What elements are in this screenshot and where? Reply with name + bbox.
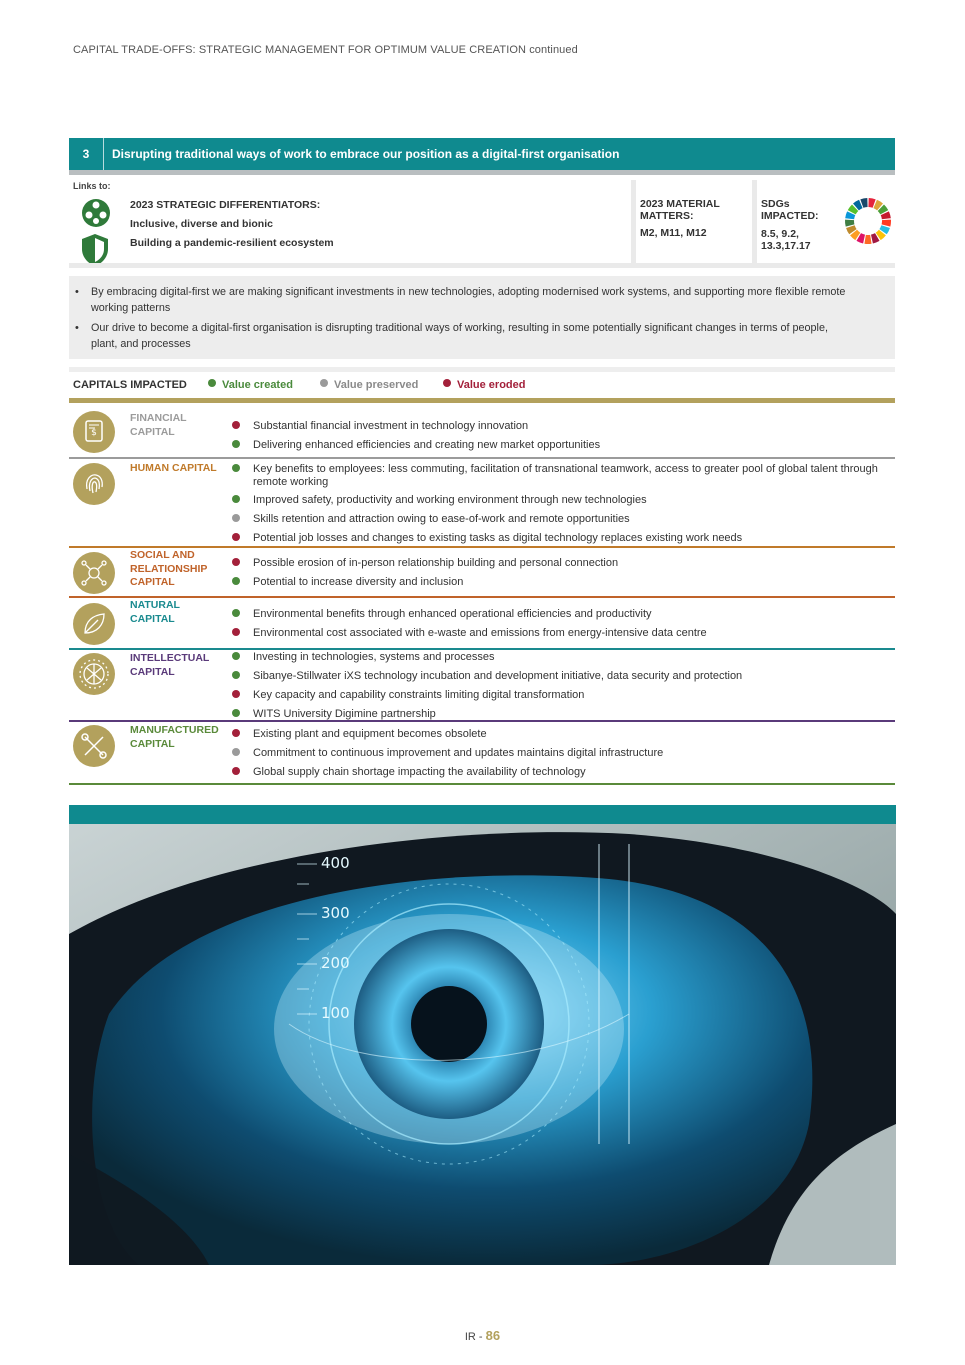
value-eroded-dot [232, 729, 240, 737]
capital-name: MANUFACTURED CAPITAL [130, 724, 219, 750]
material-matters-value: M2, M11, M12 [640, 227, 707, 239]
legend-value-created [208, 379, 293, 391]
capital-item: Possible erosion of in-person relationship building and personal connection [253, 557, 893, 570]
capital-item: Sibanye-Stillwater iXS technology incubation and development initiative, data security and protection [253, 670, 893, 683]
fingerprint-icon [73, 463, 115, 505]
capital-row-financial [69, 403, 895, 459]
summary-bullet: • Our drive to become a digital-first organisation is disrupting traditional ways of working, resulting in some potentially significant changes in terms of people, plant, and processes [91, 320, 851, 352]
capital-item: Global supply chain shortage impacting the availability of technology [253, 766, 893, 779]
capital-name: INTELLECTUAL CAPITAL [130, 652, 210, 678]
sdg-segment [845, 220, 854, 227]
value-eroded-dot [232, 533, 240, 541]
capital-name: HUMAN CAPITAL [130, 462, 217, 474]
value-eroded-dot [232, 558, 240, 566]
capital-item: Potential to increase diversity and inclusion [253, 576, 893, 589]
capital-item: Delivering enhanced efficiencies and creating new market opportunities [253, 439, 893, 452]
capital-row-natural [69, 598, 895, 650]
capital-row-social [69, 548, 895, 598]
capital-item: Environmental cost associated with e-waste and emissions from energy-intensive data centre [253, 627, 893, 640]
value-preserved-dot [232, 514, 240, 522]
value-created-dot [232, 577, 240, 585]
strategic-item: Building a pandemic-resilient ecosystem [130, 237, 334, 249]
capital-name: SOCIAL AND RELATIONSHIP CAPITAL [130, 549, 208, 588]
links-label: Links to: [73, 181, 111, 191]
financial-icon [73, 411, 115, 453]
shield-icon [80, 233, 110, 267]
section-title-bar [69, 138, 895, 170]
page-number: 86 [485, 1328, 501, 1343]
eye-technology-photo [69, 824, 896, 1265]
photo-header-bar [69, 805, 896, 824]
inclusive-diverse-icon [81, 198, 111, 228]
hud-scale-label: 400 [321, 854, 350, 872]
section-title: Disrupting traditional ways of work to embrace our position as a digital-first organisation [112, 147, 620, 161]
summary-bullet: • By embracing digital-first we are making significant investments in new technologies, adopting modernised work systems, and supporting more flexible remote working patterns [91, 284, 851, 316]
hud-scale-label: 300 [321, 904, 350, 922]
legend-label: Value preserved [334, 379, 419, 391]
tools-icon [73, 725, 115, 767]
legend-value-preserved [320, 379, 418, 391]
strategic-differentiators-heading: 2023 STRATEGIC DIFFERENTIATORS: [130, 199, 321, 211]
legend-dot [443, 379, 451, 387]
value-created-dot [232, 464, 240, 472]
leaf-icon [73, 603, 115, 645]
value-created-dot [232, 495, 240, 503]
footer-prefix: IR - [464, 1331, 486, 1343]
sdg-wheel-icon [844, 197, 892, 245]
value-eroded-dot [232, 421, 240, 429]
capital-row-intellectual [69, 650, 895, 722]
capitals-top-rule [69, 367, 895, 372]
legend-label: Value eroded [457, 379, 526, 391]
section-underline [69, 170, 895, 175]
sdgs-value: 8.5, 9.2, 13.3,17.17 [761, 228, 811, 252]
legend-value-eroded [443, 379, 525, 391]
value-created-dot [232, 709, 240, 717]
page-footer [0, 1328, 965, 1343]
divider [752, 180, 757, 264]
sdgs-heading: SDGs IMPACTED: [761, 198, 819, 222]
legend-dot [208, 379, 216, 387]
capital-item: Environmental benefits through enhanced operational efficiencies and productivity [253, 608, 893, 621]
svg-text:$: $ [91, 428, 97, 438]
value-created-dot [232, 652, 240, 660]
value-created-dot [232, 671, 240, 679]
links-panel [69, 178, 895, 264]
value-preserved-dot [232, 748, 240, 756]
capital-item: WITS University Digimine partnership [253, 708, 893, 721]
capital-item: Commitment to continuous improvement and updates maintains digital infrastructure [253, 747, 893, 760]
sdg-segment [864, 235, 871, 244]
capital-item: Key benefits to employees: less commuting, facilitation of transnational teamwork, access to greater pool of global talent through remote working [253, 463, 893, 489]
value-eroded-dot [232, 690, 240, 698]
capital-item: Skills retention and attraction owing to ease-of-work and remote opportunities [253, 513, 893, 526]
links-bottom-rule [69, 263, 895, 268]
legend-label: Value created [222, 379, 293, 391]
capitals-impacted-heading: CAPITALS IMPACTED [73, 379, 187, 391]
capital-name: FINANCIAL CAPITAL [130, 412, 187, 438]
summary-bullets [69, 276, 895, 359]
material-matters-heading: 2023 MATERIAL MATTERS: [640, 198, 720, 222]
strategic-item: Inclusive, diverse and bionic [130, 218, 273, 230]
capital-row-manufactured [69, 722, 895, 785]
capital-item: Improved safety, productivity and working environment through new technologies [253, 494, 893, 507]
value-created-dot [232, 440, 240, 448]
divider [631, 180, 636, 264]
row-rule [69, 783, 895, 785]
hud-scale-label: 200 [321, 954, 350, 972]
legend-dot [320, 379, 328, 387]
capital-name: NATURAL CAPITAL [130, 599, 180, 625]
capital-row-human [69, 459, 895, 548]
capital-item: Potential job losses and changes to existing tasks as digital technology replaces existing work needs [253, 532, 893, 545]
capital-item: Existing plant and equipment becomes obsolete [253, 728, 893, 741]
running-head: CAPITAL TRADE-OFFS: STRATEGIC MANAGEMENT FOR OPTIMUM VALUE CREATION continued [73, 44, 578, 56]
capital-item: Substantial financial investment in technology innovation [253, 420, 893, 433]
value-eroded-dot [232, 767, 240, 775]
hud-scale-label: 100 [321, 1004, 350, 1022]
brain-icon [73, 653, 115, 695]
value-eroded-dot [232, 628, 240, 636]
capital-item: Investing in technologies, systems and processes [253, 651, 893, 664]
value-created-dot [232, 609, 240, 617]
sdg-segment [882, 220, 891, 227]
capital-item: Key capacity and capability constraints limiting digital transformation [253, 689, 893, 702]
network-icon [73, 552, 115, 594]
section-number: 3 [69, 138, 104, 170]
